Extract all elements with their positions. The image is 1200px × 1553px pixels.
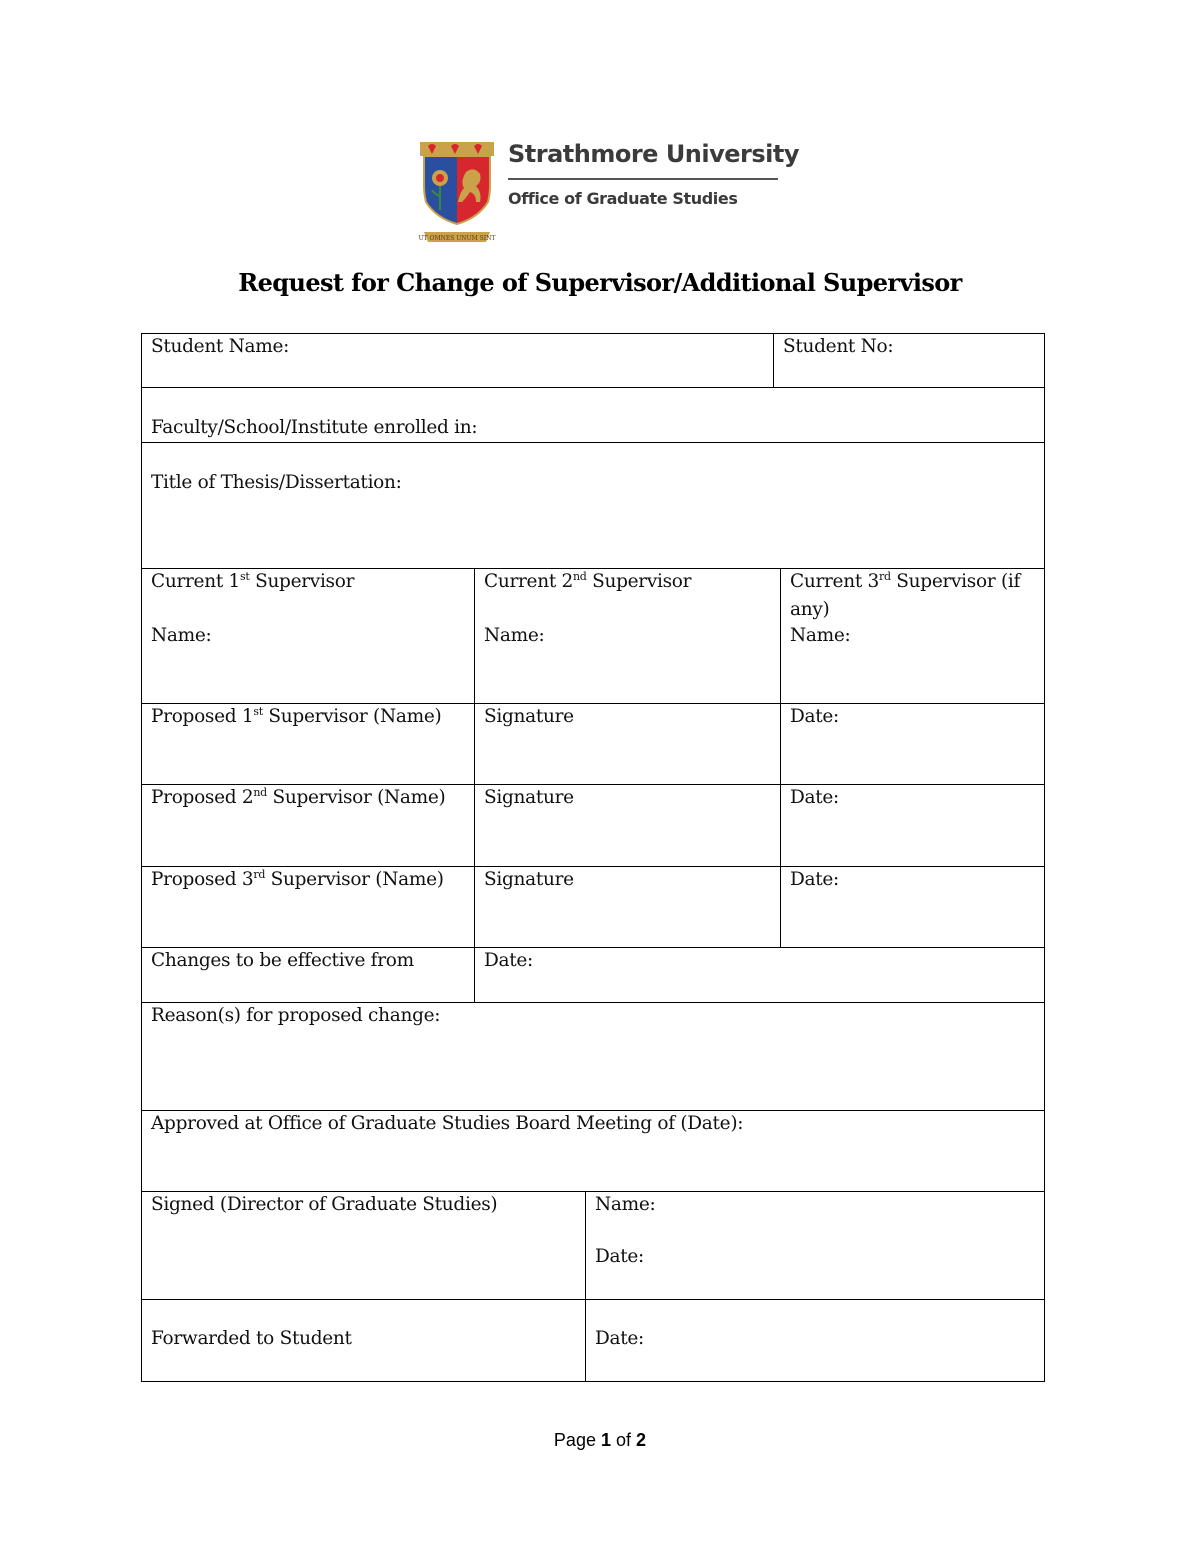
current-3rd-supervisor-field[interactable]: Current 3rd Supervisor (if any) Name: — [790, 570, 1021, 646]
student-number-field[interactable]: Student No: — [783, 336, 894, 357]
proposed-3rd-supervisor-field[interactable]: Proposed 3rd Supervisor (Name) — [151, 868, 444, 890]
university-name: Strathmore University — [508, 140, 799, 168]
effective-from-label: Changes to be effective from — [151, 950, 414, 971]
director-date-label: Date: — [595, 1246, 644, 1267]
thesis-title-field[interactable]: Title of Thesis/Dissertation: — [151, 472, 402, 493]
director-signature-field[interactable]: Signed (Director of Graduate Studies) — [151, 1194, 498, 1215]
proposed-3rd-signature-field[interactable]: Signature — [484, 869, 574, 890]
forwarded-to-student-label: Forwarded to Student — [151, 1328, 352, 1349]
proposed-1st-date-field[interactable]: Date: — [790, 706, 839, 727]
director-name-label: Name: — [595, 1194, 656, 1215]
letterhead — [418, 138, 798, 250]
proposed-2nd-supervisor-field[interactable]: Proposed 2nd Supervisor (Name) — [151, 786, 446, 808]
office-name: Office of Graduate Studies — [508, 189, 738, 208]
proposed-3rd-date-field[interactable]: Date: — [790, 869, 839, 890]
name-label: Name: — [790, 625, 851, 646]
board-approval-date-field[interactable]: Approved at Office of Graduate Studies Board Meeting of (Date): — [151, 1113, 744, 1134]
proposed-2nd-date-field[interactable]: Date: — [790, 787, 839, 808]
director-name-date-field[interactable] — [585, 1191, 1045, 1299]
letterhead-divider — [508, 178, 778, 180]
forwarded-date-field[interactable]: Date: — [595, 1328, 644, 1349]
student-name-field[interactable]: Student Name: — [151, 336, 290, 357]
proposed-1st-supervisor-field[interactable]: Proposed 1st Supervisor (Name) — [151, 705, 442, 727]
reasons-field[interactable]: Reason(s) for proposed change: — [151, 1005, 441, 1026]
request-form — [141, 333, 1045, 1382]
faculty-field[interactable]: Faculty/School/Institute enrolled in: — [151, 417, 478, 438]
name-label: Name: — [484, 625, 545, 646]
proposed-2nd-signature-field[interactable]: Signature — [484, 787, 574, 808]
name-label: Name: — [151, 625, 212, 646]
proposed-1st-signature-field[interactable]: Signature — [484, 706, 574, 727]
current-2nd-supervisor-field[interactable]: Current 2nd Supervisor Name: — [484, 570, 692, 646]
effective-date-field[interactable]: Date: — [484, 950, 533, 971]
form-title: Request for Change of Supervisor/Additional Supervisor — [238, 268, 962, 297]
crest-motto: UT OMNES UNUM SINT — [418, 235, 496, 242]
university-crest-icon — [418, 138, 496, 248]
page-number: Page 1 of 2 — [553, 1430, 647, 1450]
current-1st-supervisor-field[interactable]: Current 1st Supervisor Name: — [151, 570, 355, 646]
